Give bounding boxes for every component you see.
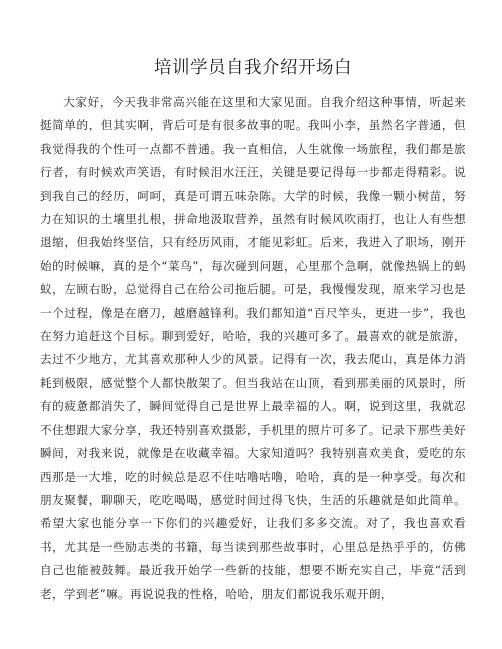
document-title: 培训学员自我介绍开场白	[154, 58, 352, 78]
body-paragraph: 大家好，今天我非常高兴能在这里和大家见面。自我介绍这种事情，听起来挺简单的，但其实啊，背后可是有很多故事的呢。我叫小李，虽然名字普通，但我觉得我的个性可一点都不普通。我一直相信，人生就像一场旅程，我们都是旅行者，有时候欢声笑语，有时候泪水汪汪，关键是要记得每一步都走得精彩。说到我自己的经历，呵呵，真是可谓五味杂陈。大学的时候，我像一颗小树苗，努力在知识的土壤里扎根，拼命地汲取营养，虽然有时候风吹雨打，也让人有些想退缩，但我始终坚信，只有经历风雨，才能见彩虹。后来，我进入了职场，刚开始的时候嘛，真的是个“菜鸟”，每次碰到问题，心里那个急啊，就像热锅上的蚂蚁，左顾右盼，总觉得自己在给公司拖后腿。可是，我慢慢发现，原来学习也是一个过程，像是在磨刀，越磨越锋利。我们都知道“百尺竿头，更进一步”，我也在努力追赶这个目标。聊到爱好，哈哈，我的兴趣可多了。最喜欢的就是旅游，去过不少地方，尤其喜欢那种人少的风景。记得有一次，我去爬山，真是体力消耗到极限，感觉整个人都快散架了。但当我站在山顶，看到那美丽的风景时，所有的疲惫都消失了，瞬间觉得自己是世界上最幸福的人。啊，说到这里，我就忍不住想跟大家分享，我还特别喜欢摄影，手机里的照片可多了。记录下那些美好瞬间，对我来说，就像是在收藏幸福。大家知道吗？我特别喜欢美食，爱吃的东西那是一大堆，吃的时候总是忍不住咕噜咕噜，哈哈，真的是一种享受。每次和朋友聚餐，聊聊天，吃吃喝喝，感觉时间过得飞快，生活的乐趣就是如此简单。希望大家也能分享一下你们的兴趣爱好，让我们多多交流。对了，我也喜欢看书，尤其是一些励志类的书籍，每当读到那些故事时，心里总是热乎乎的，仿佛自己也能被鼓舞。最近我开始学一些新的技能，想要不断充实自己，毕竟“活到老，学到老”嘛。再说说我的性格，哈哈，朋友们都说我乐观开朗，	[40, 95, 466, 601]
